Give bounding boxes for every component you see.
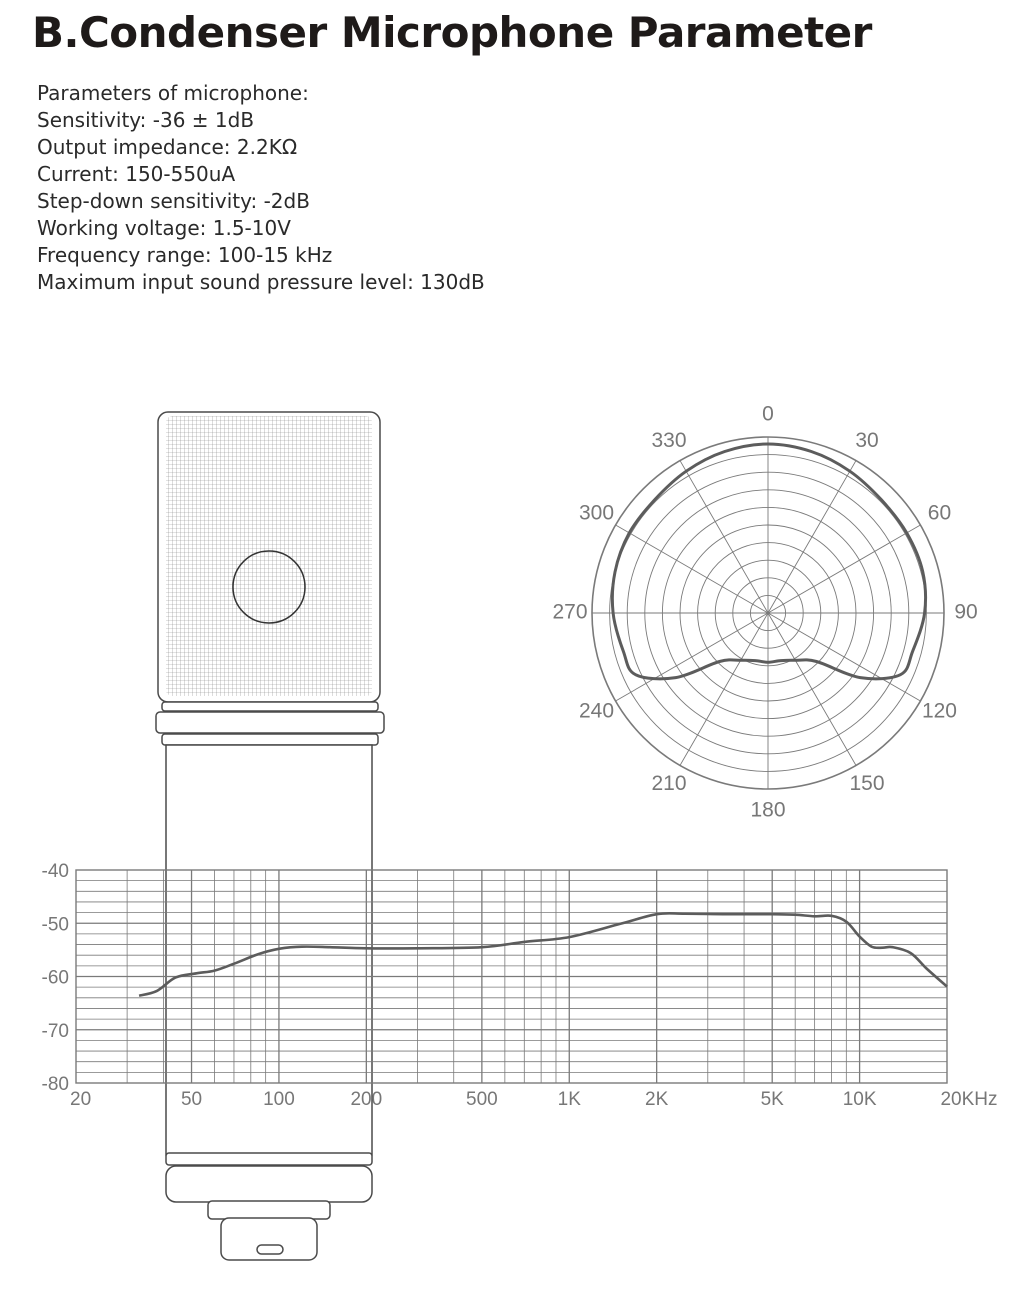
x-tick-label: 1K — [557, 1089, 581, 1110]
x-tick-label: 5K — [760, 1089, 784, 1110]
y-tick-label: -60 — [41, 967, 69, 989]
polar-angle-label: 0 — [762, 402, 774, 426]
x-tick-label: 20KHz — [940, 1089, 998, 1110]
spec-heading: Parameters of microphone: — [37, 81, 309, 105]
polar-angle-label: 120 — [921, 699, 957, 723]
frequency-response-curve — [139, 913, 947, 995]
spec-max-spl: Maximum input sound pressure level: 130dB — [37, 270, 485, 294]
x-tick-label: 2K — [645, 1089, 669, 1110]
polar-angle-label: 60 — [927, 501, 952, 525]
polar-angle-label: 240 — [579, 699, 615, 723]
x-tick-label: 100 — [263, 1089, 295, 1110]
page-title: B.Condenser Microphone Parameter — [32, 8, 872, 57]
spec-frequency-range: Frequency range: 100-15 kHz — [37, 243, 333, 267]
y-tick-label: -50 — [41, 914, 69, 936]
spec-step-down-sensitivity: Step-down sensitivity: -2dB — [37, 189, 310, 213]
x-tick-label: 50 — [180, 1089, 203, 1110]
x-tick-label: 200 — [350, 1089, 383, 1110]
polar-angle-label: 210 — [651, 772, 687, 796]
polar-angle-label: 270 — [552, 600, 588, 624]
y-tick-label: -80 — [41, 1074, 69, 1095]
polar-angle-label: 30 — [855, 429, 879, 453]
polar-angle-label: 330 — [651, 429, 687, 453]
x-tick-label: 10K — [842, 1089, 877, 1110]
spec-current: Current: 150-550uA — [37, 162, 236, 186]
frequency-series — [139, 913, 947, 995]
spec-working-voltage: Working voltage: 1.5-10V — [37, 216, 291, 240]
y-tick-label: -40 — [41, 861, 69, 882]
x-tick-label: 20 — [70, 1089, 92, 1110]
polar-angle-label: 90 — [954, 600, 978, 624]
spec-output-impedance: Output impedance: 2.2KΩ — [37, 135, 298, 159]
frequency-grid — [76, 870, 947, 1083]
polar-angle-label: 180 — [750, 798, 786, 822]
y-tick-label: -70 — [41, 1020, 69, 1042]
polar-angle-label: 150 — [849, 772, 885, 796]
spec-sensitivity: Sensitivity: -36 ± 1dB — [37, 108, 255, 132]
polar-angle-label: 300 — [579, 501, 615, 525]
x-tick-label: 500 — [466, 1089, 498, 1110]
